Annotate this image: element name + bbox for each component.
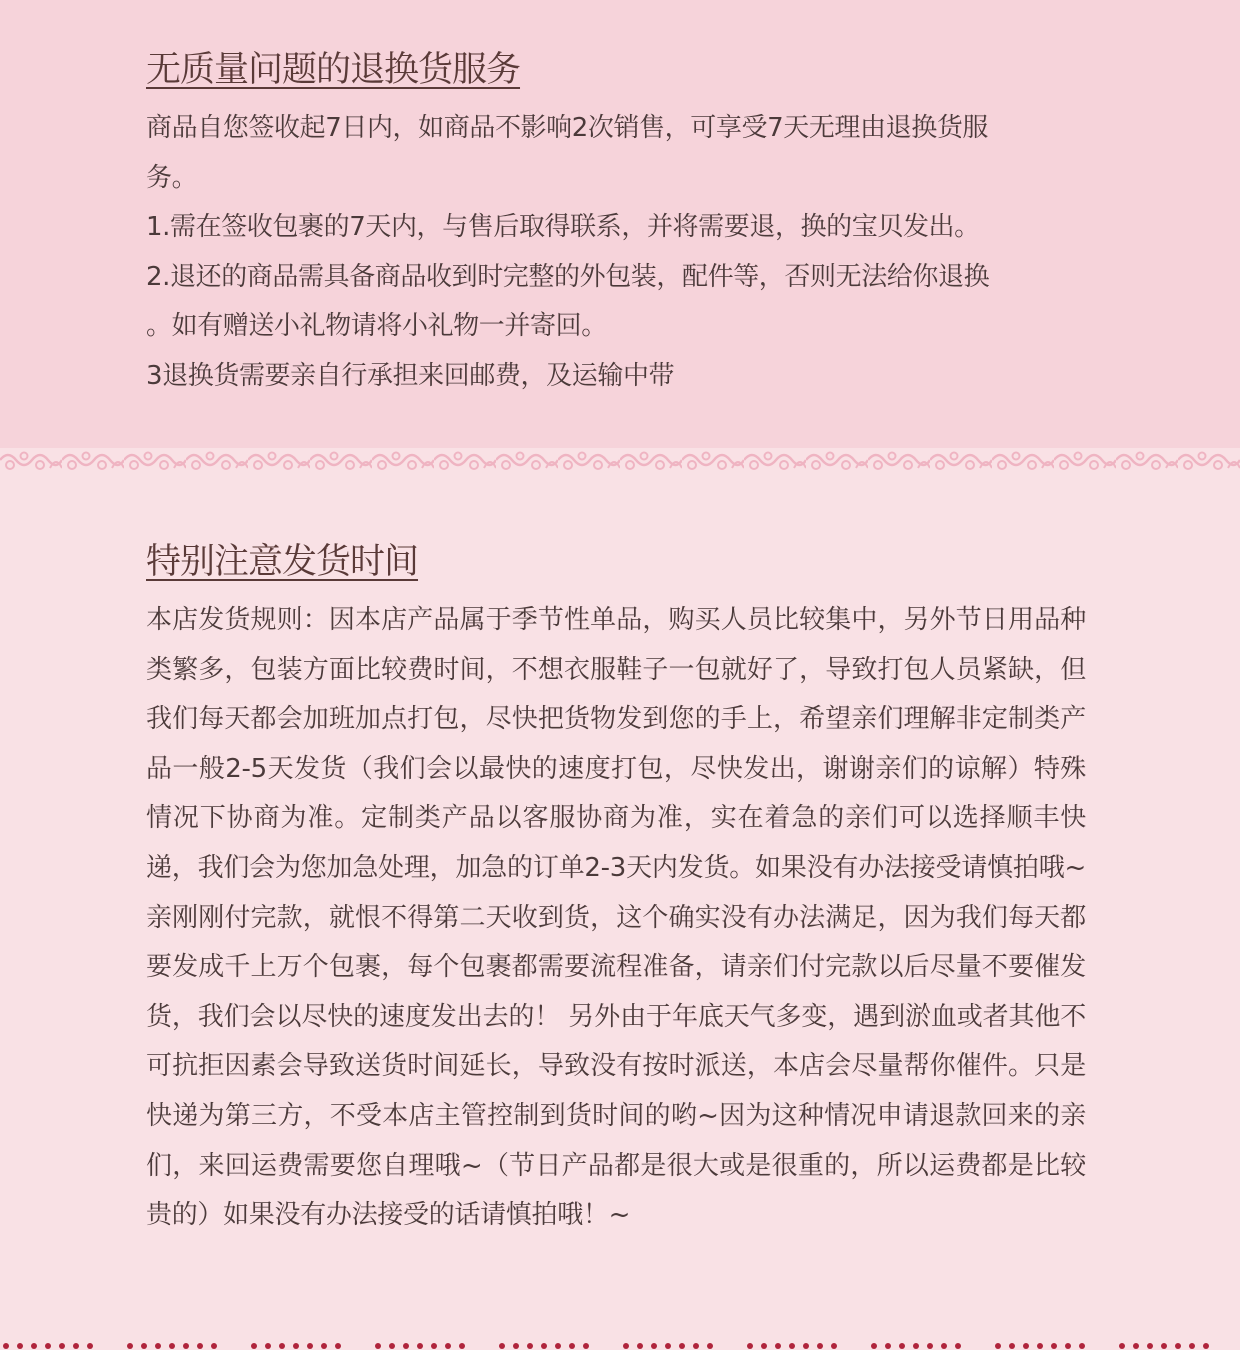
return-policy-line: 3退换货需要亲自行承担来回邮费，及运输中带 [146, 360, 675, 391]
shipping-notice-title: 特别注意发货时间 [146, 542, 419, 582]
return-policy-line: 1.需在签收包裹的7天内，与售后取得联系，并将需要退，换的宝贝发出。 [146, 212, 980, 243]
return-policy-line: 。如有赠送小礼物请将小礼物一并寄回。 [146, 311, 607, 342]
bottom-lace-border [0, 1330, 1240, 1350]
shipping-notice-body: 本店发货规则：因本店产品属于季节性单品，购买人员比较集中，另外节日用品种类繁多，包装方面比较费时间，不想衣服鞋子一包就好了，导致打包人员紧缺，但我们每天都会加班加点打包，尽快把货物发到您的手上，希望亲们理解非定制类产品一般2-5天发货（我们会以最快的速度打包，尽快发出，谢谢亲们的谅解）特殊情况下协商为准。定制类产品以客服协商为准，实在着急的亲们可以选择顺丰快递，我们会为您加急处理，加急的订单2-3天内发货。如果没有办法接受请慎拍哦~亲刚刚付完款，就恨不得第二天收到货，这个确实没有办法满足，因为我们每天都要发成千上万个包裹，每个包裹都需要流程准备，请亲们付完款以后尽量不要催发货，我们会以尽快的速度发出去的！ 另外由于年底天气多变，遇到淤血或者其他不可抗拒因素会导致送货时间延长，导致没有按时派送，本店会尽量帮你催件。只是快递为第三方，不受本店主管控制到货时间的哟~因为这种情况申请退款回来的亲们，来回运费需要您自理哦~（节日产品都是很大或是很重的，所以运费都是比较贵的）如果没有办法接受的话请慎拍哦！~ [146, 605, 1086, 1231]
return-policy-line: 务。 [146, 162, 198, 193]
return-policy-title: 无质量问题的退换货服务 [146, 50, 521, 90]
return-policy-line: 2.退还的商品需具备商品收到时完整的外包装，配件等，否则无法给你退换 [146, 261, 990, 292]
return-policy-line: 商品自您签收起7日内，如商品不影响2次销售，可享受7天无理由退换货服 [146, 113, 989, 143]
lace-divider [0, 438, 1240, 486]
return-policy-body [146, 104, 1086, 402]
